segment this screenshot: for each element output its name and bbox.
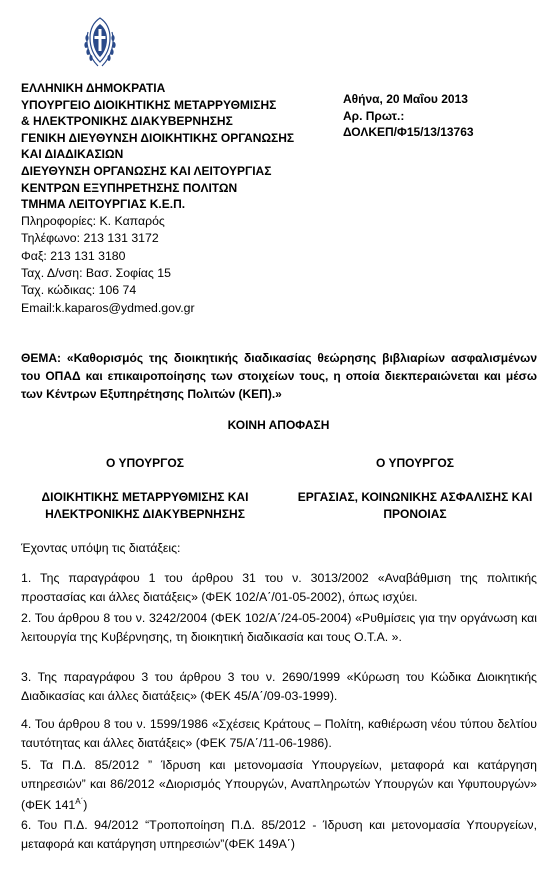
date-protocol-block (343, 91, 474, 141)
authority-line: ΕΛΛΗΝΙΚΗ ΔΗΜΟΚΡΑΤΙΑ (21, 81, 166, 95)
subject-paragraph: ΘΕΜΑ: «Καθορισμός της διοικητικής διαδικασίας θεώρησης βιβλιαρίων ασφαλισμένων του ΟΠΑΔ και επικαιροποίησης των στοιχείων τους, η οποία διεκπεραιώνεται και μέσω των Κέντρων Εξυπηρέτησης Πολιτών (ΚΕΠ).» (21, 351, 537, 401)
protocol-label: Αρ. Πρωτ.: (343, 108, 405, 123)
contact-postal-code: Ταχ. κώδικας: 106 74 (21, 283, 137, 298)
document-date: Αθήνα, 20 Μαΐου 2013 (343, 92, 468, 106)
consideration-item (21, 756, 537, 815)
contact-address: Ταχ. Δ/νση: Βασ. Σοφίας 15 (21, 265, 171, 280)
emblem-graphic (80, 12, 120, 72)
consideration-item: 2. Του άρθρου 8 του ν. 3242/2004 (ΦΕΚ 102/Α΄/24-05-2004) «Ρυθμίσεις για την οργάνωση και λειτουργία της Κυβέρνησης, τη διοικητική διαδικασία και τους Ο.Τ.Α. ». (21, 611, 537, 644)
decision-title: ΚΟΙΝΗ ΑΠΟΦΑΣΗ (227, 418, 330, 432)
minister-right-title: Ο ΥΠΟΥΡΓΟΣ (376, 456, 454, 470)
consideration-item: 4. Του άρθρου 8 του ν. 1599/1986 «Σχέσεις Κράτους – Πολίτη, καθιέρωση νέου τύπου δελτίου ταυτότητας και άλλες διατάξεις» (ΦΕΚ 75/Α΄/11-06-1986). (21, 717, 537, 750)
consideration-item: 1. Της παραγράφου 1 του άρθρου 31 του ν. 3013/2002 «Αναβάθμιση της πολιτικής προστασίας και άλλες διατάξεις» (ΦΕΚ 102/Α΄/01-05-2002), όπως ισχύει. (21, 571, 537, 604)
minister-right-portfolio: ΕΡΓΑΣΙΑΣ, ΚΟΙΝΩΝΙΚΗΣ ΑΣΦΑΛΙΣΗΣ ΚΑΙ ΠΡΟΝΟΙΑΣ (297, 490, 533, 521)
minister-left-title: Ο ΥΠΟΥΡΓΟΣ (106, 456, 184, 470)
authority-line: ΔΙΕΥΘΥΝΣΗ ΟΡΓΑΝΩΣΗΣ ΚΑΙ ΛΕΙΤΟΥΡΓΙΑΣ (21, 163, 272, 178)
considerations-intro: Έχοντας υπόψη τις διατάξεις: (21, 541, 181, 555)
gazette-issue-superscript: Α΄ (75, 797, 84, 806)
authority-line: ΤΜΗΜΑ ΛΕΙΤΟΥΡΓΙΑΣ Κ.Ε.Π. (21, 197, 186, 212)
authority-line: ΚΕΝΤΡΩΝ ΕΞΥΠΗΡΕΤΗΣΗΣ ΠΟΛΙΤΩΝ (21, 180, 238, 195)
consideration-item: 3. Της παραγράφου 3 του άρθρου 3 του ν. 2690/1999 «Κύρωση του Κώδικα Διοικητικής Διαδικασίας και άλλες διατάξεις» (ΦΕΚ 45/Α΄/09-03-1999). (21, 670, 537, 703)
hellenic-republic-emblem (80, 12, 120, 72)
issuing-authority-block (21, 80, 321, 317)
contact-phone: Τηλέφωνο: 213 131 3172 (21, 231, 159, 246)
contact-fax: Φαξ: 213 131 3180 (21, 248, 126, 263)
contact-email: Email:k.kaparos@ydmed.gov.gr (21, 300, 195, 315)
consideration-item: 6. Του Π.Δ. 94/2012 “Τροποποίηση Π.Δ. 85/2012 - Ίδρυση και μετονομασία Υπουργείων, μεταφορά και κατάργηση υπηρεσιών”(ΦΕΚ 149Α΄) (21, 818, 537, 851)
authority-line: ΓΕΝΙΚΗ ΔΙΕΥΘΥΝΣΗ ΔΙΟΙΚΗΤΙΚΗΣ ΟΡΓΑΝΩΣΗΣ (21, 130, 295, 145)
contact-info-person: Πληροφορίες: Κ. Καπαρός (21, 213, 165, 228)
authority-line: ΚΑΙ ΔΙΑΔΙΚΑΣΙΩΝ (21, 147, 124, 162)
protocol-number: ΔΟΛΚΕΠ/Φ15/13/13763 (343, 125, 474, 140)
minister-left-portfolio: ΔΙΟΙΚΗΤΙΚΗΣ ΜΕΤΑΡΡΥΘΜΙΣΗΣ ΚΑΙ ΗΛΕΚΤΡΟΝΙΚΗΣ ΔΙΑΚΥΒΕΡΝΗΣΗΣ (41, 490, 249, 521)
authority-line: ΥΠΟΥΡΓΕΙΟ ΔΙΟΙΚΗΤΙΚΗΣ ΜΕΤΑΡΡΥΘΜΙΣΗΣ (21, 97, 277, 112)
item-text-end: ) (83, 798, 88, 813)
authority-line: & ΗΛΕΚΤΡΟΝΙΚΗΣ ΔΙΑΚΥΒΕΡΝΗΣΗΣ (21, 114, 233, 129)
item-text: 5. Τα Π.Δ. 85/2012 ” Ίδρυση και μετονομασία Υπουργείων, μεταφορά και κατάργηση υπηρεσιών” και 86/2012 «Διορισμός Υπουργών, Αναπληρωτών Υπουργών και Υφυπουργών» (ΦΕΚ 141 (21, 758, 537, 813)
